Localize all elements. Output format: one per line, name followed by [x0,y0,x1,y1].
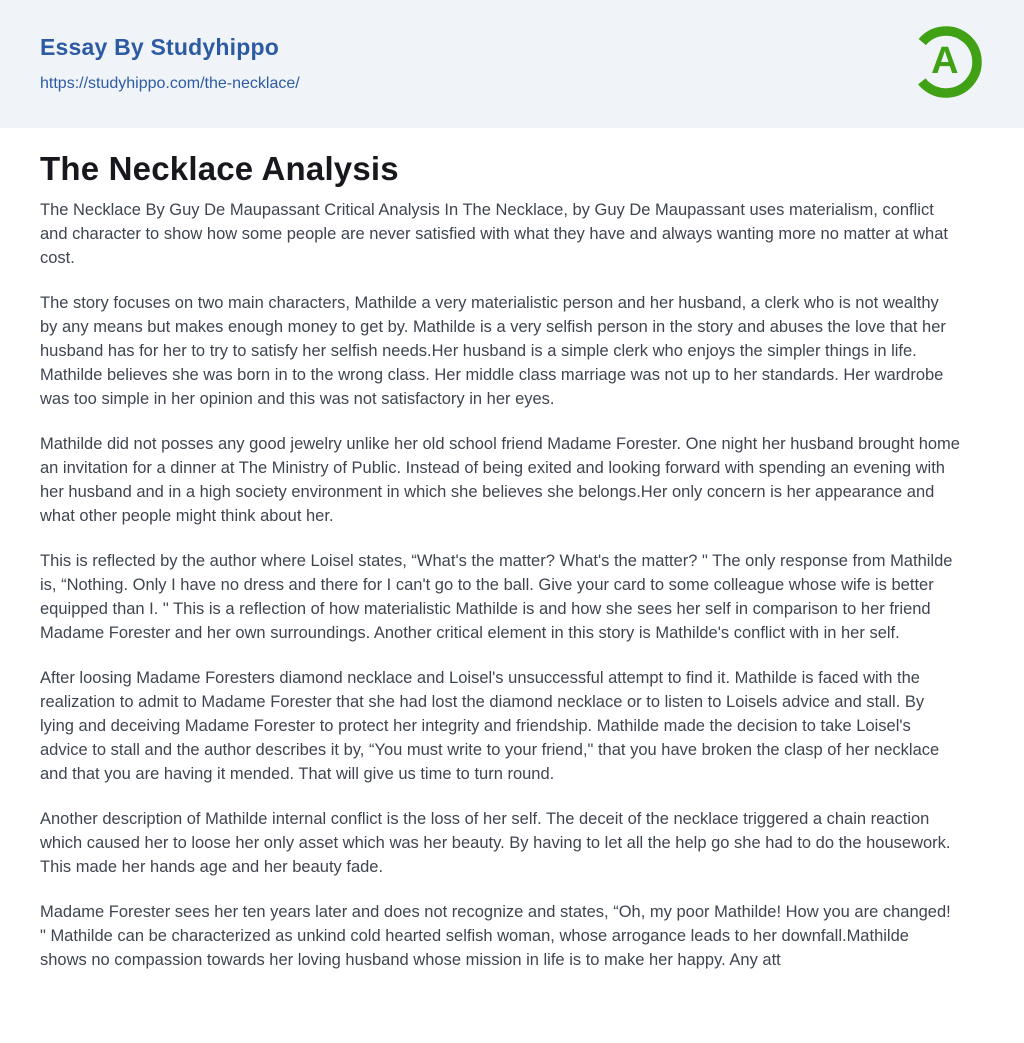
essay-paragraph: This is reflected by the author where Loisel states, “What's the matter? What's the matter? " The only response from Mathilde is, “Nothing. Only I have no dress and there for I can't go to the ball. Give your card to some colleague whose wife is better equipped than I. " This is a reflection of how materialistic Mathilde is and how she sees her self in comparison to her friend Madame Forester and her own surroundings. Another critical element in this story is Mathilde's conflict with in her self. [40,552,953,642]
essay-paragraph: Madame Forester sees her ten years later and does not recognize and states, “Oh, my poor Mathilde! How you are changed! " Mathilde can be characterized as unkind cold hearted selfish woman, whose arrogance leads to her downfall.Mathilde shows no compassion towards her loving husband whose mission in life is to make her happy. Any att [40,903,951,969]
essay-paragraph: The story focuses on two main characters, Mathilde a very materialistic person and her husband, a clerk who is not wealthy by any means but makes enough money to get by. Mathilde is a very selfish person in the story and abuses the love that her husband has for her to try to satisfy her selfish needs.Her husband is a simple clerk who enjoys the simpler things in life. Mathilde believes she was born in to the wrong class. Her middle class marriage was not up to her standards. Her wardrobe was too simple in her opinion and this was not satisfactory in her eyes. [40,294,946,408]
logo-letter: A [931,40,959,83]
page-title: The Necklace Analysis [40,150,399,187]
essay-paragraph: Mathilde did not posses any good jewelry unlike her old school friend Madame Forester. One night her husband brought home an invitation for a dinner at The Ministry of Public. Instead of being exited and looking forward with spending an evening with her husband and in a high society environment in which she believes she belongs.Her only concern is her appearance and what other people might think about her. [40,435,960,525]
essay-content [0,128,1000,972]
studyhippo-logo [906,22,986,102]
essay-body [40,198,960,972]
essay-paragraph: Another description of Mathilde internal conflict is the loss of her self. The deceit of the necklace triggered a chain reaction which caused her to loose her only asset which was her beauty. By having to let all the help go she had to do the housework. This made her hands age and her beauty fade. [40,810,951,876]
page-header [0,0,1024,128]
essay-paragraph: The Necklace By Guy De Maupassant Critical Analysis In The Necklace, by Guy De Maupassant uses materialism, conflict and character to show how some people are never satisfied with what they have and always wanting more no matter at what cost. [40,201,948,267]
site-title: Essay By Studyhippo [40,34,279,60]
source-url-link[interactable]: https://studyhippo.com/the-necklace/ [40,74,300,92]
essay-paragraph: After loosing Madame Foresters diamond necklace and Loisel's unsuccessful attempt to find it. Mathilde is faced with the realization to admit to Madame Forester that she had lost the diamond necklace or to listen to Loisels advice and stall. By lying and deceiving Madame Forester to protect her integrity and friendship. Mathilde made the decision to take Loisel's advice to stall and the author describes it by, “You must write to your friend," that you have broken the clasp of her necklace and that you are having it mended. That will give us time to turn round. [40,669,940,783]
